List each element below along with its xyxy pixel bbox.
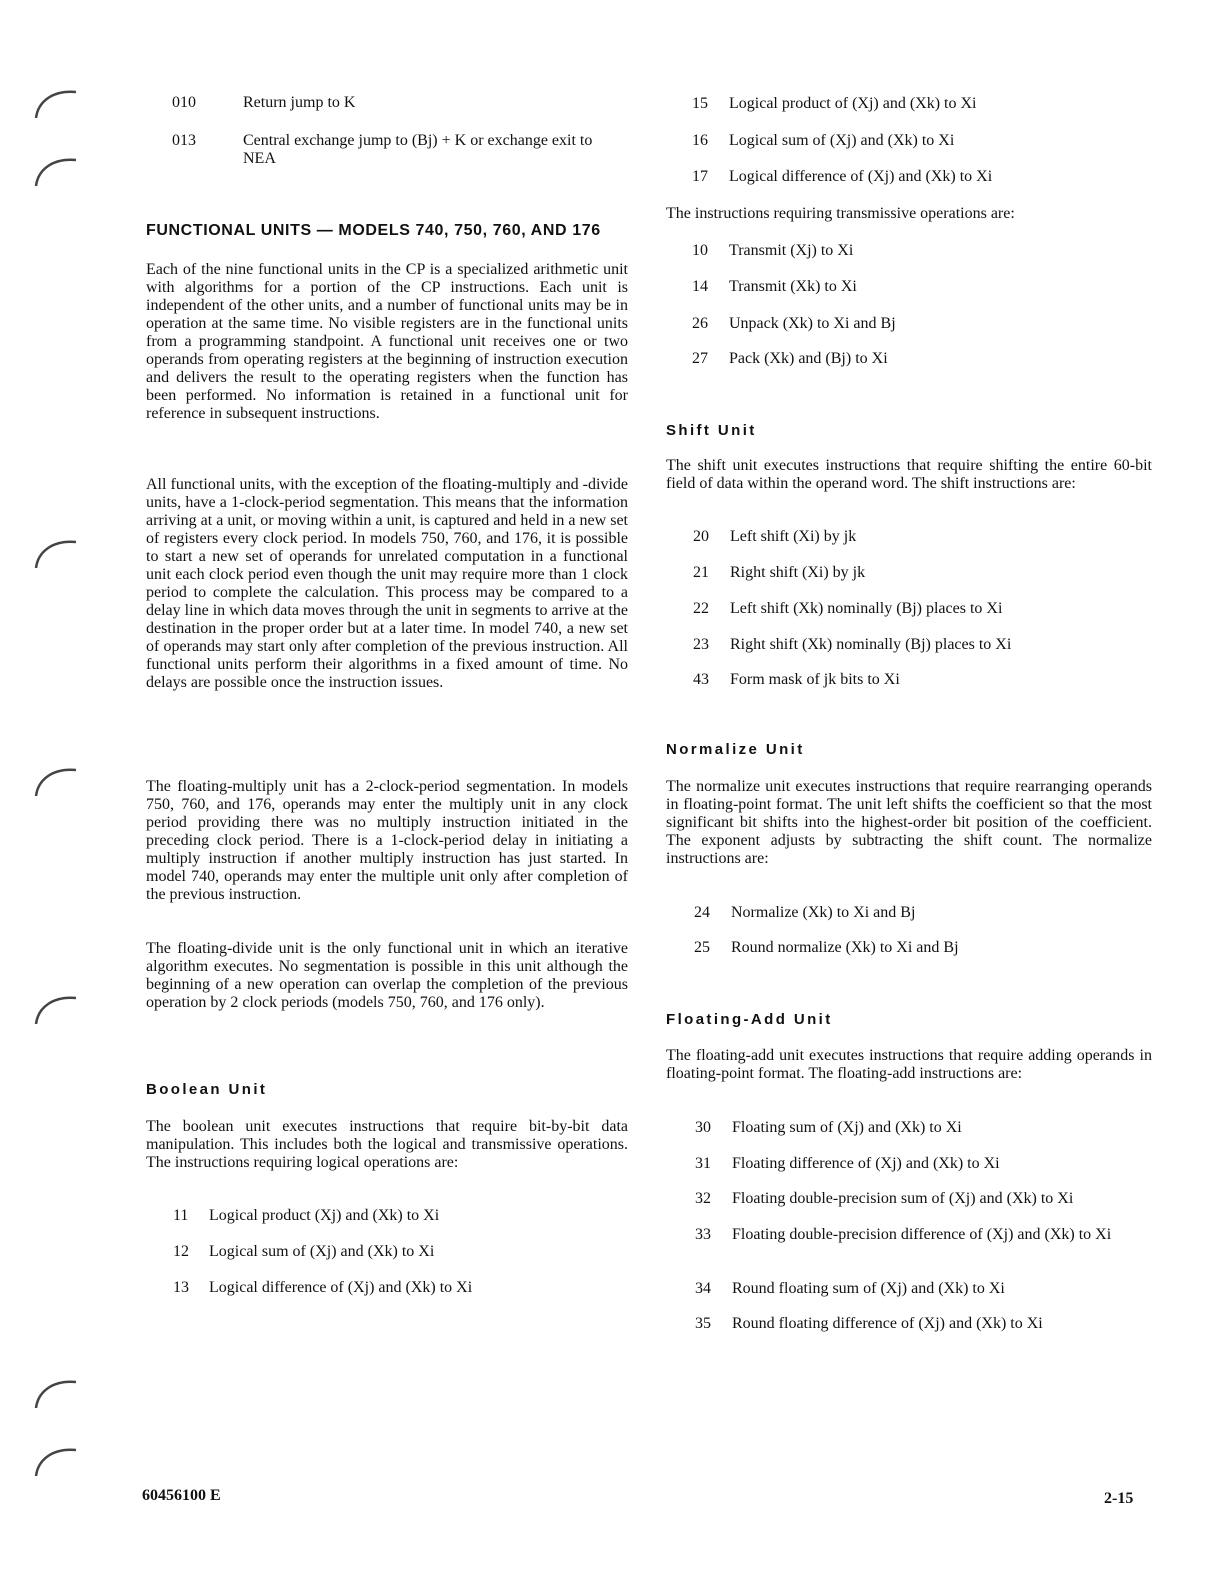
instruction-text: Logical difference of (Xj) and (Xk) to Xi — [729, 168, 993, 185]
instruction-code: 32 — [695, 1190, 711, 1207]
instruction-text: Transmit (Xk) to Xi — [729, 278, 857, 295]
body-paragraph: All functional units, with the exception of the floating-multiply and -divide units, have a 1-clock-period segmentation. This means that the information arriving at a unit, or moving within a unit, is captured and held in a new set of registers every clock period. In models 750, 760, and 176, it is possible to start a new set of operands for unrelated computation in a functional unit each clock period even though the unit may require more than 1 clock period to complete the calculation. This process may be compared to a delay line in which data moves through the unit in segments to arrive at the destination in the proper order but at a later time. In model 740, a new set of operands may start only after completion of the previous instruction. All functional units perform their algorithms in a fixed amount of time. No delays are possible once the instruction issues. — [146, 476, 628, 691]
instruction-text: Logical sum of (Xj) and (Xk) to Xi — [729, 132, 955, 149]
body-paragraph: The instructions requiring transmissive operations are: — [666, 205, 1015, 222]
binder-hole-mark-1 — [30, 84, 82, 124]
subsection-heading: Shift Unit — [666, 422, 757, 439]
binder-hole-mark-2 — [30, 152, 82, 192]
body-paragraph: The floating-add unit executes instructions that require adding operands in floating-point format. The floating-add instructions are: — [666, 1047, 1152, 1082]
instruction-code: 23 — [693, 636, 709, 653]
body-paragraph: The floating-multiply unit has a 2-clock-period segmentation. In models 750, 760, and 176, operands may enter the multiply unit in any clock period providing there was no multiply instruction initiated in the preceding clock period. There is a 1-clock-period delay in initiating a multiply instruction if another multiply instruction has just started. In model 740, operands may enter the multiple unit only after completion of the previous instruction. — [146, 778, 628, 903]
instruction-code: 24 — [694, 904, 710, 921]
instruction-code: 25 — [694, 939, 710, 956]
instruction-code: 17 — [692, 168, 708, 185]
instruction-code: 26 — [692, 315, 708, 332]
body-paragraph: The shift unit executes instructions that require shifting the entire 60-bit field of data within the operand word. The shift instructions are: — [666, 457, 1152, 492]
body-paragraph: The normalize unit executes instructions that require rearranging operands in floating-point format. The unit left shifts the coefficient so that the most significant bit shifts into the highest-order bit position of the coefficient. The exponent adjusts by subtracting the shift count. The normalize instructions are: — [666, 778, 1152, 867]
body-paragraph: The boolean unit executes instructions that require bit-by-bit data manipulation. This includes both the logical and transmissive operations. The instructions requiring logical operations are: — [146, 1118, 628, 1171]
instruction-code: 12 — [173, 1243, 189, 1260]
instruction-code: 16 — [692, 132, 708, 149]
instruction-text: Floating sum of (Xj) and (Xk) to Xi — [732, 1119, 962, 1136]
body-paragraph: Each of the nine functional units in the CP is a specialized arithmetic unit with algorithms for a portion of the CP instructions. Each unit is independent of the other units, and a number of functional units may be in operation at the same time. No visible registers are in the functional units from a programming standpoint. A functional unit receives one or two operands from operating registers at the beginning of instruction execution and delivers the result to the operating registers when the function has been performed. No information is retained in a functional unit for reference in subsequent instructions. — [146, 261, 628, 422]
binder-hole-mark-5 — [30, 990, 82, 1030]
instruction-text: Normalize (Xk) to Xi and Bj — [731, 904, 916, 921]
instruction-code: 27 — [692, 350, 708, 367]
instruction-text: Round floating sum of (Xj) and (Xk) to Xi — [732, 1280, 1005, 1297]
instruction-text: Central exchange jump to (Bj) + K or exchange exit to NEA — [243, 132, 593, 167]
instruction-code: 30 — [695, 1119, 711, 1136]
instruction-code: 22 — [693, 600, 709, 617]
instruction-text: Logical difference of (Xj) and (Xk) to Xi — [209, 1279, 473, 1296]
instruction-code: 31 — [695, 1155, 711, 1172]
instruction-code: 15 — [692, 95, 708, 112]
instruction-code: 35 — [695, 1315, 711, 1332]
instruction-code: 43 — [693, 671, 709, 688]
subsection-heading: Normalize Unit — [666, 741, 805, 758]
instruction-text: Left shift (Xk) nominally (Bj) places to Xi — [730, 600, 1003, 617]
instruction-text: Form mask of jk bits to Xi — [730, 671, 900, 688]
instruction-text: Right shift (Xi) by jk — [730, 564, 866, 581]
instruction-text: Floating double-precision sum of (Xj) and (Xk) to Xi — [732, 1190, 1074, 1207]
instruction-text: Left shift (Xi) by jk — [730, 528, 857, 545]
instruction-text: Round floating difference of (Xj) and (Xk) to Xi — [732, 1315, 1043, 1332]
instruction-text: Pack (Xk) and (Bj) to Xi — [729, 350, 888, 367]
binder-hole-mark-7 — [30, 1442, 82, 1482]
subsection-heading: Floating-Add Unit — [666, 1011, 833, 1028]
instruction-text: Transmit (Xj) to Xi — [729, 242, 854, 259]
instruction-code: 010 — [172, 94, 196, 111]
instruction-code: 10 — [692, 242, 708, 259]
instruction-text: Logical sum of (Xj) and (Xk) to Xi — [209, 1243, 435, 1260]
instruction-code: 33 — [695, 1226, 711, 1243]
instruction-text: Logical product of (Xj) and (Xk) to Xi — [729, 95, 977, 112]
instruction-text: Floating difference of (Xj) and (Xk) to Xi — [732, 1155, 1000, 1172]
body-paragraph: The floating-divide unit is the only functional unit in which an iterative algorithm executes. No segmentation is possible in this unit although the beginning of a new operation can overlap the completion of the previous operation by 2 clock periods (models 750, 760, and 176 only). — [146, 940, 628, 1011]
instruction-code: 21 — [693, 564, 709, 581]
binder-hole-mark-4 — [30, 762, 82, 802]
binder-hole-mark-3 — [30, 534, 82, 574]
instruction-code: 20 — [693, 528, 709, 545]
instruction-code: 14 — [692, 278, 708, 295]
section-heading: FUNCTIONAL UNITS — MODELS 740, 750, 760, AND 176 — [146, 222, 601, 239]
document-number: 60456100 E — [142, 1487, 221, 1504]
instruction-text: Floating double-precision difference of (Xj) and (Xk) to Xi — [732, 1226, 1112, 1243]
instruction-text: Right shift (Xk) nominally (Bj) places to Xi — [730, 636, 1012, 653]
instruction-code: 11 — [173, 1207, 189, 1224]
instruction-code: 34 — [695, 1280, 711, 1297]
instruction-code: 13 — [173, 1279, 189, 1296]
instruction-text: Round normalize (Xk) to Xi and Bj — [731, 939, 959, 956]
page-number: 2-15 — [1104, 1490, 1134, 1507]
instruction-code: 013 — [172, 132, 196, 149]
instruction-text: Unpack (Xk) to Xi and Bj — [729, 315, 896, 332]
instruction-text: Logical product (Xj) and (Xk) to Xi — [209, 1207, 440, 1224]
binder-hole-mark-6 — [30, 1374, 82, 1414]
subsection-heading: Boolean Unit — [146, 1081, 268, 1098]
instruction-text: Return jump to K — [243, 94, 356, 111]
